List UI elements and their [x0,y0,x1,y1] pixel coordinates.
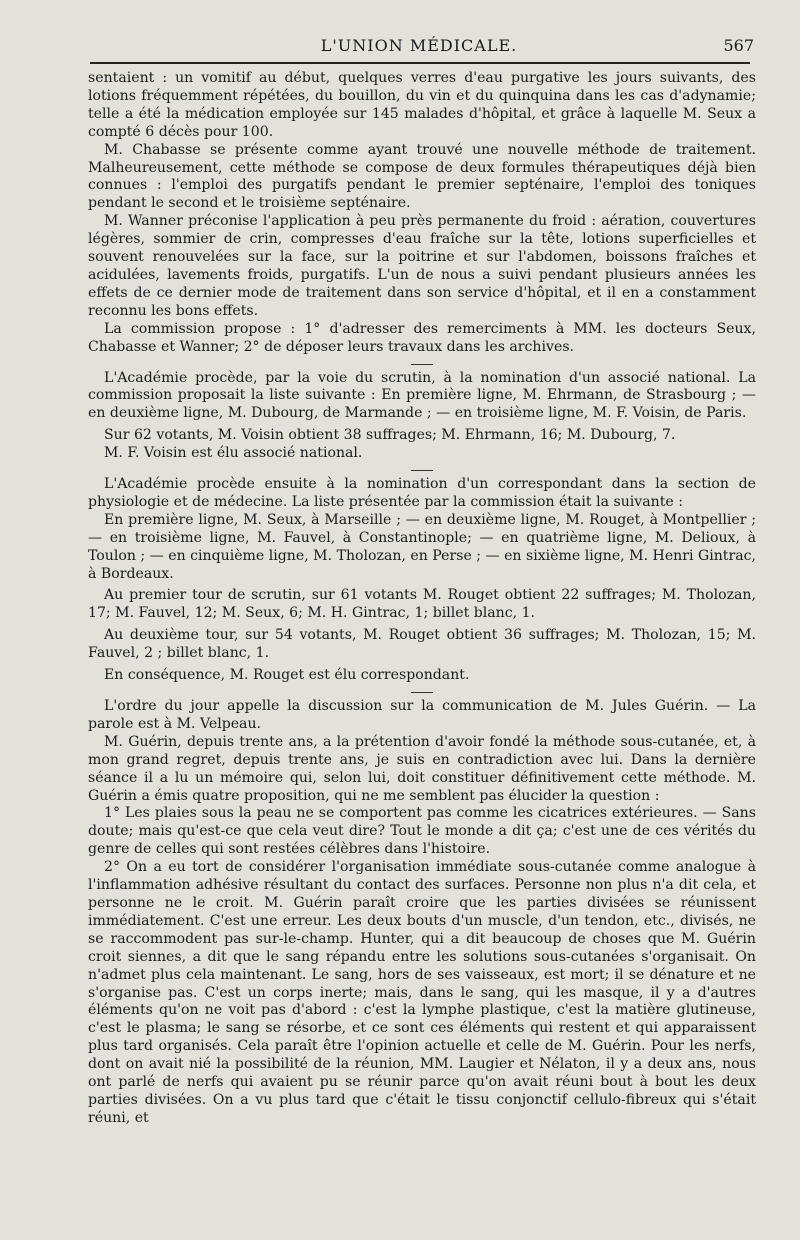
paragraph-associate-nomination: L'Académie procède, par la voie du scrutin, à la nomination d'un associé national. La commission proposait la liste suivante : En première ligne, M. Ehrmann, de Strasbourg ; — en deuxième ligne, M. Dubourg, de Marmande ; — en troisième ligne, M. F. Voisin, de Paris. [88,369,756,422]
running-title: L'UNION MÉDICALE. [320,36,518,55]
paragraph-velpeau-intro: M. Guérin, depuis trente ans, a la prétention d'avoir fondé la méthode sous-cutanée, et, à mon grand regret, depuis trente ans, je suis en contradiction avec lui. Dans la dernière séance il a lu un mémoire qui, selon lui, doit constituer définitivement cette méthode. M. Guérin a émis quatre proposition, qui ne me semblent pas élucider la question : [88,733,756,804]
paragraph-associate-vote: Sur 62 votants, M. Voisin obtient 38 suffrages; M. Ehrmann, 16; M. Dubourg, 7. [104,427,676,444]
section-separator [411,692,433,693]
paragraph-second-round: Au deuxième tour, sur 54 votants, M. Rouget obtient 36 suffrages; M. Tholozan, 15; M. Fauvel, 2 ; billet blanc, 1. [88,627,756,662]
page-body [88,70,756,1128]
paragraph-proposition-2: 2° On a eu tort de considérer l'organisation immédiate sous-cutanée comme analogue à l'inflammation adhésive résultant du contact des surfaces. Personne non plus n'a dit cela, et personne ne le croit. M. Guérin paraît croire que les parties divisées se réunissent immédiatement. C'est une erreur. Les deux bouts d'un muscle, d'un tendon, etc., divisés, ne se raccommodent pas sur-le-champ. Hunter, qui a dit beaucoup de choses que M. Guérin croit siennes, a dit que le sang répandu entre les solutions sous-cutanées s'organisait. On n'admet plus cela maintenant. Le sang, hors de ses vaisseaux, est mort; il se dénature et ne s'organise pas. C'est un corps inerte; mais, dans le sang, qui les masque, il y a d'autres éléments qu'on ne voit pas d'abord : c'est la lymphe plastique, c'est la matière glutineuse, c'est le plasma; le sang se résorbe, et ce sont ces éléments qui restent et qui apparaissent plus tard organisés. Cela paraît être l'opinion actuelle et celle de M. Guérin. Pour les nerfs, dont on avait nié la possibilité de la réunion, MM. Laugier et Nélaton, il y a deux ans, nous ont parlé de nerfs qui avaient pu se réunir parce qu'on avait réuni bout à bout les deux parties divisées. On a vu plus tard que c'était le tissu conjonctif cellulo-fibreux qui s'était réuni, et [88,859,756,1126]
paragraph-proposition-1: 1° Les plaies sous la peau ne se comportent pas comme les cicatrices extérieures. — Sans doute; mais qu'est-ce que cela veut dire? Tout le monde a dit ça; c'est une de ces vérités du genre de celles qui sont restées célèbres dans l'histoire. [88,805,756,858]
paragraph-commission-proposal: La commission propose : 1° d'adresser des remerciments à MM. les docteurs Seux, Chabasse et Wanner; 2° de déposer leurs travaux dans les archives. [88,320,756,355]
paragraph-correspondent-nomination: L'Académie procède ensuite à la nomination d'un correspondant dans la section de physiologie et de médecine. La liste présentée par la commission était la suivante : [88,476,756,510]
paragraph-seux-treatment: sentaient : un vomitif au début, quelques verres d'eau purgative les jours suivants, des lotions fréquemment répétées, du bouillon, du vin et du quinquina dans les cas d'adynamie; telle a été la médication employée sur 145 malades d'hôpital, et grâce à laquelle M. Seux a compté 6 décès pour 100. [88,70,756,140]
page-number: 567 [723,36,754,55]
paragraph-chabasse: M. Chabasse se présente comme ayant trouvé une nouvelle méthode de traitement. Malheureusement, cette méthode se compose de deux formules thérapeutiques déjà bien connues : l'emploi des purgatifs pendant le premier septénaire, l'emploi des toniques pendant le second et le troisième septénaire. [88,141,756,212]
page-header [84,36,754,58]
paragraph-associate-result: M. F. Voisin est élu associé national. [104,445,363,462]
section-separator [411,470,433,471]
paragraph-wanner: M. Wanner préconise l'application à peu près permanente du froid : aération, couvertures légères, sommier de crin, compresses d'eau fraîche sur la tête, lotions superficielles et souvent renouvelées sur la face, sur la poitrine et sur l'abdomen, boissons fraîches et acidulées, lavements froids, purgatifs. L'un de nous a suivi pendant plusieurs années les effets de ce dernier mode de traitement dans son service d'hôpital, et il en a constamment reconnu les bons effets. [88,213,756,319]
paragraph-correspondent-result: En conséquence, M. Rouget est élu correspondant. [104,667,470,684]
paragraph-correspondent-list: En première ligne, M. Seux, à Marseille ; — en deuxième ligne, M. Rouget, à Montpellier ; — en troisième ligne, M. Fauvel, à Constantinople; — en quatrième ligne, M. Delioux, à Toulon ; — en cinquième ligne, M. Tholozan, en Perse ; — en sixième ligne, M. Henri Gintrac, à Bordeaux. [88,511,756,582]
section-separator [411,364,433,365]
paragraph-order-of-day: L'ordre du jour appelle la discussion sur la communication de M. Jules Guérin. — La parole est à M. Velpeau. [88,698,756,732]
paragraph-first-round: Au premier tour de scrutin, sur 61 votants M. Rouget obtient 22 suffrages; M. Tholozan, 17; M. Fauvel, 12; M. Seux, 6; M. H. Gintrac, 1; billet blanc, 1. [88,587,756,622]
header-rule [90,62,750,64]
